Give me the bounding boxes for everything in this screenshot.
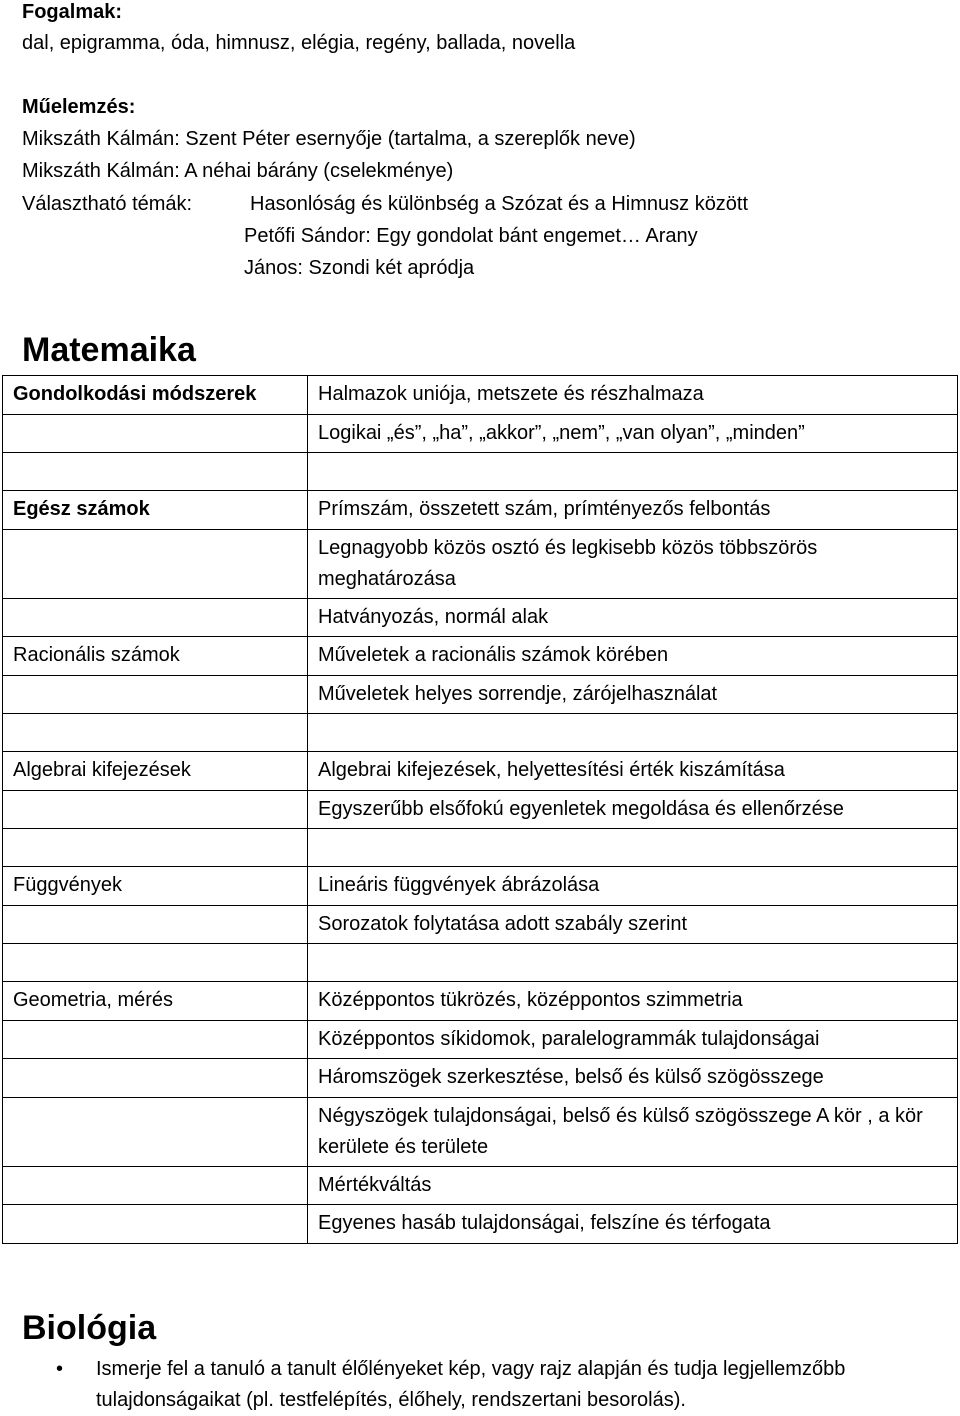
table-row (3, 491, 958, 530)
topic-label-geometria: Geometria, mérés (3, 982, 308, 1021)
topic-item: Műveletek a racionális számok körében (308, 637, 958, 676)
topic-item: Hatványozás, normál alak (308, 598, 958, 637)
valaszthato-label: Választható témák: (22, 193, 193, 215)
topic-label-fuggvenyek: Függvények (3, 867, 308, 906)
topic-label-egesz: Egész számok (3, 491, 308, 530)
valaszthato-item-1: Hasonlóság és különbség a Szózat és a Himnusz között (250, 193, 749, 215)
valaszthato-item-3: János: Szondi két apródja (244, 257, 475, 279)
empty-cell (3, 1059, 308, 1098)
empty-cell (308, 829, 958, 867)
empty-cell (3, 944, 308, 982)
empty-cell (3, 1166, 308, 1205)
topic-item: Háromszögek szerkesztése, belső és külső szögösszege (308, 1059, 958, 1098)
topic-item: Egyenes hasáb tulajdonságai, felszíne és térfogata (308, 1205, 958, 1244)
empty-cell (3, 1097, 308, 1166)
empty-cell (3, 453, 308, 491)
empty-cell (3, 529, 308, 598)
empty-cell (308, 453, 958, 491)
topic-item: Lineáris függvények ábrázolása (308, 867, 958, 906)
empty-cell (3, 790, 308, 829)
muelemzes-line-2: Mikszáth Kálmán: A néhai bárány (cselekménye) (22, 160, 454, 182)
topic-item: Halmazok uniója, metszete és részhalmaza (308, 376, 958, 415)
topic-item: Sorozatok folytatása adott szabály szerint (308, 905, 958, 944)
spacer-row (3, 829, 958, 867)
muelemzes-line-1: Mikszáth Kálmán: Szent Péter esernyője (tartalma, a szereplők neve) (22, 128, 636, 150)
topic-label-algebrai: Algebrai kifejezések (3, 752, 308, 791)
empty-cell (3, 1205, 308, 1244)
topic-item: Középpontos tükrözés, középpontos szimmetria (308, 982, 958, 1021)
fogalmak-heading: Fogalmak: (22, 1, 123, 23)
topic-item: Műveletek helyes sorrendje, zárójelhasználat (308, 675, 958, 714)
spacer-row (3, 453, 958, 491)
table-row (3, 376, 958, 415)
topic-item: Prímszám, összetett szám, prímtényezős felbontás (308, 491, 958, 530)
topic-item: Logikai „és”, „ha”, „akkor”, „nem”, „van olyan”, „minden” (308, 414, 958, 453)
table-row (3, 1020, 958, 1059)
topic-item: Algebrai kifejezések, helyettesítési érték kiszámítása (308, 752, 958, 791)
topic-item: Mértékváltás (308, 1166, 958, 1205)
empty-cell (3, 829, 308, 867)
topic-item: Legnagyobb közös osztó és legkisebb közös többszörös meghatározása (308, 529, 958, 598)
table-row (3, 867, 958, 906)
table-row (3, 414, 958, 453)
table-row (3, 790, 958, 829)
muelemzes-heading: Műelemzés: (22, 96, 136, 118)
biologia-list (56, 1354, 956, 1416)
bullet-dot-icon: • (56, 1358, 64, 1380)
topic-label-gondolkodasi: Gondolkodási módszerek (3, 376, 308, 415)
table-row (3, 637, 958, 676)
table-row (3, 905, 958, 944)
topic-item: Négyszögek tulajdonságai, belső és külső szögösszege A kör , a kör kerülete és területe (308, 1097, 958, 1166)
table-row (3, 1205, 958, 1244)
table-row (3, 982, 958, 1021)
empty-cell (308, 714, 958, 752)
empty-cell (3, 414, 308, 453)
topic-item: Középpontos síkidomok, paralelogrammák tulajdonságai (308, 1020, 958, 1059)
list-item (56, 1354, 956, 1416)
empty-cell (3, 714, 308, 752)
table-row (3, 675, 958, 714)
empty-cell (3, 598, 308, 637)
valaszthato-item-2: Petőfi Sándor: Egy gondolat bánt engemet… Arany (244, 225, 698, 247)
spacer-row (3, 944, 958, 982)
empty-cell (308, 944, 958, 982)
topic-item: Egyszerűbb elsőfokú egyenletek megoldása és ellenőrzése (308, 790, 958, 829)
table-row (3, 1097, 958, 1166)
topic-label-racionalis: Racionális számok (3, 637, 308, 676)
table-row (3, 1059, 958, 1098)
matematika-table (2, 375, 958, 1244)
table-row (3, 598, 958, 637)
table-row (3, 1166, 958, 1205)
empty-cell (3, 675, 308, 714)
empty-cell (3, 905, 308, 944)
spacer-row (3, 714, 958, 752)
empty-cell (3, 1020, 308, 1059)
table-row (3, 752, 958, 791)
biologia-heading: Biológia (22, 1309, 157, 1347)
matematika-heading: Matemaika (22, 331, 196, 369)
list-item-text: Ismerje fel a tanuló a tanult élőlényeket kép, vagy rajz alapján és tudja legjellemzőbb tulajdonságaikat (pl. testfelépítés, élőhely, rendszertani besorolás). (96, 1358, 846, 1411)
fogalmak-text: dal, epigramma, óda, himnusz, elégia, regény, ballada, novella (22, 32, 576, 54)
table-row (3, 529, 958, 598)
